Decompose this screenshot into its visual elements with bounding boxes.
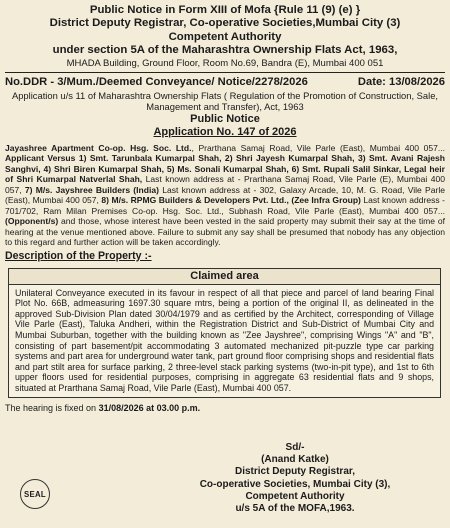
parties-paragraph bbox=[5, 143, 445, 248]
reference-line bbox=[5, 72, 445, 89]
opponents-1-6-address: Last known address at - Prarthana Samaj Road, Vile Parle (E), Mumbai 400 057, bbox=[5, 174, 445, 195]
public-notice-heading: Public Notice bbox=[190, 113, 260, 126]
claimed-area-title: Claimed area bbox=[9, 269, 440, 285]
hearing-prefix: The hearing is fixed on bbox=[5, 402, 99, 413]
signatory-section: u/s 5A of the MOFA,1963. bbox=[235, 503, 355, 515]
signature-sd: Sd/- bbox=[285, 442, 305, 453]
authority-role: Competent Authority bbox=[168, 30, 282, 43]
claimed-area-box bbox=[8, 268, 441, 398]
opponents-label: (Opponent/s) bbox=[5, 216, 59, 227]
hearing-line bbox=[5, 402, 445, 414]
signatory-office: Co-operative Societies, Mumbai City (3), bbox=[199, 478, 391, 490]
seal-stamp bbox=[20, 479, 50, 509]
hearing-datetime: 31/08/2026 at 03.00 p.m. bbox=[98, 402, 201, 413]
opponent-8-address: Last known address - 701/702, Ram Milan Premises Co-op. Hsg. Soc. Ltd., Subhash Road, Vile Parle (East), Mumbai 400 057... bbox=[5, 195, 445, 216]
authority-line: District Deputy Registrar, Co-operative Societies,Mumbai City (3) bbox=[49, 17, 401, 30]
seal-text: SEAL bbox=[24, 489, 46, 499]
signature-block bbox=[150, 442, 440, 515]
reference-number: No.DDR - 3/Mum./Deemed Conveyance/ Notice/2278/2026 bbox=[5, 75, 308, 88]
notice-closing: and those, whose interest have been vested in the said property may submit their say at the time of hearing at the venue mentioned above. Failure to submit any say shall be presumed that nobody has any objection to this regard and further action will be taken accordingly. bbox=[5, 216, 445, 248]
office-address: MHADA Building, Ground Floor, Room No.69, Bandra (E), Mumbai 400 051 bbox=[66, 57, 384, 69]
opponent-7: 7) M/s. Jayshree Builders (India) bbox=[24, 184, 159, 195]
applicant-society: Jayashree Apartment Co-op. Hsg. Soc. Ltd. bbox=[5, 143, 192, 154]
notice-title: Public Notice in Form XIII of Mofa {Rule 11 (9) (e) } bbox=[89, 4, 361, 16]
opponent-8: 8) M/s. RPMG Builders & Developers Pvt. Ltd., (Zee Infra Group) bbox=[101, 195, 361, 206]
application-description: Application u/s 11 of Maharashtra Ownership Flats ( Regulation of the Promotion of Construction, Sale, Management and Transfer), Act, 1963 bbox=[11, 89, 439, 112]
description-heading: Description of the Property :- bbox=[5, 249, 152, 262]
act-section: under section 5A of the Maharashtra Ownership Flats Act, 1963, bbox=[52, 44, 398, 57]
notice-date: Date: 13/08/2026 bbox=[357, 75, 445, 88]
signatory-name: (Anand Katke) bbox=[261, 454, 329, 466]
application-number: Application No. 147 of 2026 bbox=[153, 126, 297, 139]
claimed-area-text: Unilateral Conveyance executed in its favour in respect of all that piece and parcel of land bearing Final Plot No. 66B, admeasuring 1697.30 square mtrs, being a portion of the original II, as delineated in the approved Sub-Division Plan dated 30/04/1979 and as certified by the Architect, corresponding of Village Vile Parle (East), Taluka Andheri, within the Registration District and Sub-District of Mumbai City and Mumbai Suburban, together with the building known as "Zee Jayshree", comprising Wings "A" and "B", consisting of part basement/pit accommodating 3 automated mechanized pit-puzzle type car parking systems and part area for underground water tank, part ground floor comprising shops and residential flats and part stilt area for surface parking, 2 three-level stack parking systems (two-in-pit type), and 1st to 6th upper floors used for residential purposes, comprising in aggregate 63 residential flats and 9 shops, situated at Prarthana Samaj Road, Vile Parle (East), Mumbai 400 057. bbox=[15, 287, 434, 393]
applicant-address: , Prarthana Samaj Road, Vile Parle (East), Mumbai 400 057... bbox=[191, 143, 445, 154]
signatory-title: District Deputy Registrar, bbox=[234, 466, 356, 478]
signatory-role: Competent Authority bbox=[245, 490, 345, 502]
opponent-7-address: Last known address at - 302, Galaxy Arcade, 10, M. G. Road, Vile Parle (East), Mumbai 400 057, bbox=[5, 184, 445, 206]
opponents-1-6: Applicant Versus 1) Smt. Tarunbala Kumarpal Shah, 2) Shri Jayesh Kumarpal Shah, 3) Smt. Avani Rajesh Sanghvi, 4) Shri Biren Kumarpal Shah, 5) Ms. Sonali Kumarpal Shah, 6) Smt. Rupali Salil Sinkar, Legal heir of Shri Kumarpal Natverlal Shah, bbox=[5, 153, 445, 185]
